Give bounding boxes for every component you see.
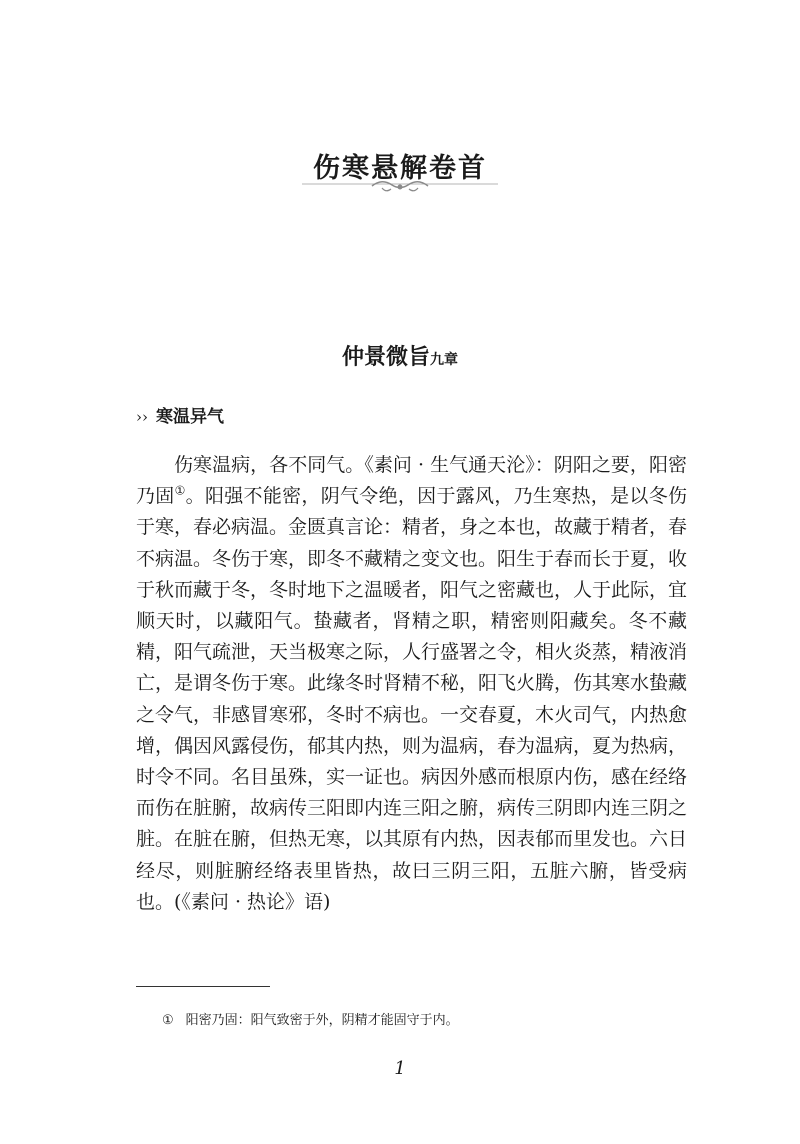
footnote (162, 1009, 459, 1028)
chapter-subtitle: 九章 (430, 352, 458, 368)
footnote-divider (136, 986, 270, 987)
body-paragraph (136, 450, 687, 918)
page-number: 1 (394, 1058, 406, 1079)
footnote-text: 阳密乃固：阳气致密于外，阴精才能固守于内。 (185, 1013, 459, 1028)
title-ornament (302, 176, 498, 196)
body-text-part-1: 伤寒温病，各不同气。《素问 · 生气通天沦》：阴阳之要，阳密乃固 (136, 454, 687, 508)
footnote-marker: ① (162, 1013, 174, 1028)
chapter-title (0, 340, 800, 371)
body-text-part-2: 。阳强不能密，阴气令绝，因于露风，乃生寒热，是以冬伤于寒，春必病温。金匮真言论：精者，身之本也，故藏于精者，春不病温。冬伤于寒，即冬不藏精之变文也。阳生于春而长于夏，收于秋而藏于冬，冬时地下之温暖者，阳气之密藏也，人于此际，宜顺天时，以藏阳气。蛰藏者，肾精之职，精密则阳藏矣。冬不藏精，阳气疏泄，天当极寒之际，人行盛署之令，相火炎蒸，精液消亡，是谓冬伤于寒。此缘冬时肾精不秘，阳飞火腾，伤其寒水蛰藏之令气，非感冒寒邪，冬时不病也。一交春夏，木火司气，内热愈增，偶因风露侵伤，郁其内热，则为温病，春为温病，夏为热病，时令不同。名目虽殊，实一证也。病因外感而根原内伤，感在经络而伤在脏腑，故病传三阳即内连三阳之腑，病传三阴即内连三阴之脏。在脏在腑，但热无寒，以其原有内热，因表郁而里发也。六日经尽，则脏腑经络表里皆热，故曰三阴三阳，五脏六腑，皆受病也。(《素问 · 热论》语) (136, 485, 688, 913)
page-title: 伤寒悬解卷首 (313, 153, 487, 184)
section-heading (136, 402, 224, 427)
chapter-title-main: 仲景微旨 (341, 345, 430, 370)
section-marker: ›› (136, 408, 148, 426)
footnote-reference[interactable]: ① (174, 483, 186, 498)
section-heading-text: 寒温异气 (156, 407, 224, 427)
